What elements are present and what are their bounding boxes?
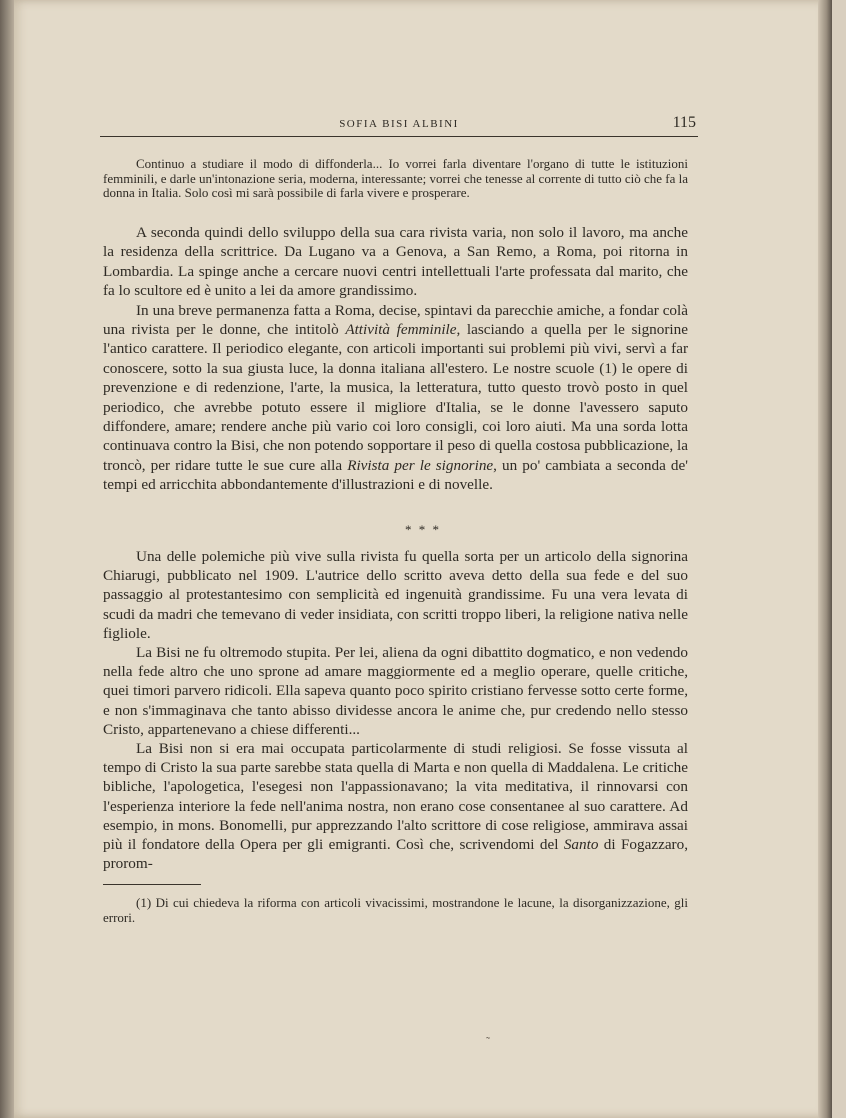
quote-paragraph: Continuo a studiare il modo di diffonderla... Io vorrei farla diventare l'organo di tutte le istituzioni femminili, e darle un'intonazione seria, moderna, interessante; vorrei che tenesse al corrente di tutto ciò che fa la donna in Italia. Solo così mi sarà possibile di farla vivere e prosperare. <box>103 156 688 200</box>
paragraph-1: A seconda quindi dello sviluppo della sua cara rivista varia, non solo il lavoro, ma anche la residenza della scrittrice. Da Lugano va a Genova, a San Remo, a Roma, poi ritorna in Lombardia. La spinge anche a cercare nuovi centri intellettuali l'arte professata dal marito, che fa lo scultore ed è unito a lei da amore grandissimo. <box>103 224 688 300</box>
page-number: 115 <box>672 114 696 131</box>
title-santo: Santo <box>563 836 599 854</box>
title-attivita-femminile: Attività femminile <box>345 321 457 339</box>
footnote-text: (1) Di cui chiedeva la riforma con articoli vivacissimi, mostrandone le lacune, la disorganizzazione, gli errori. <box>103 895 688 925</box>
body-section-1 <box>103 223 688 495</box>
block-quote <box>103 157 688 201</box>
book-spine <box>0 0 14 1118</box>
paragraph-2: In una breve permanenza fatta a Roma, decise, spintavi da parecchie amiche, a fondar colà una rivista per le donne, che intitolò Attività femminile, lasciando a quella per le signorine l'antico carattere. Il periodico elegante, con articoli importanti sui problemi più vivi, servì a far conoscere, sotto la sua giusta luce, la donna italiana all'estero. Le nostre scuole (1) le opere di prevenzione e di redenzione, l'arte, la musica, la letteratura, tutto questo trovò posto in quel periodico, che avrebbe potuto essere il migliore d'Italia, se le donne l'avessero saputo diffondere, amare; rendere anche più vario coi loro consigli, coi loro aiuti. Ma una sorda lotta continuava contro la Bisi, che non potendo sopportare il peso di quella costosa pubblicazione, la troncò, per ridare tutte le sue cure alla Rivista per le signorine, un po' cambiata a seconda de' tempi ed arricchita abbondantemente d'illustrazioni e di novelle. <box>103 301 688 494</box>
footnote <box>103 895 688 925</box>
ink-mark: ˜ <box>486 1034 490 1048</box>
page-edge <box>818 0 832 1118</box>
page-header <box>100 116 698 137</box>
running-head: SOFIA BISI ALBINI <box>339 118 459 130</box>
body-section-2 <box>103 547 688 873</box>
title-rivista-signorine: Rivista per le signorine <box>347 456 494 474</box>
paragraph-3: Una delle polemiche più vive sulla rivista fu quella sorta per un articolo della signorina Chiarugi, pubblicato nel 1909. L'autrice dello scritto aveva detto della sua fede e del suo passaggio al protestantesimo con semplicità ed ingenuità grandissime. Fu una vera levata di scudi da madri che temevano di veder insidiata, con scritti troppo liberi, la religione nativa nelle figliole. <box>103 548 688 642</box>
paragraph-5: La Bisi non si era mai occupata particolarmente di studi religiosi. Se fosse vissuta al tempo di Cristo la sua parte sarebbe stata quella di Marta e non quella di Maddalena. Le critiche bibliche, l'apologetica, l'esegesi non l'appassionavano; la vita meditativa, il rinnovarsi con l'esperienza interiore la fede nell'anima nostra, non erano cose consentanee al suo carattere. Ad esempio, in mons. Bonomelli, pur apprezzando l'alto scrittore di cose religiose, ammirava assai più il fondatore della Opera per gli emigranti. Così che, scrivendomi del Santo di Fogazzaro, prorom- <box>103 740 689 873</box>
paragraph-4: La Bisi ne fu oltremodo stupita. Per lei, aliena da ogni dibattito dogmatico, e non vedendo nella fede altro che uno sprone ad amare maggiormente ed a meglio operare, quelle critiche, quei timori parvero ridicoli. Ella sapeva quanto poco spirito cristiano fervesse sotto certe forme, e non s'immaginava che tanto abisso dividesse ancora le anime che, pur credendo nello stesso Cristo, appartenevano a chiese differenti... <box>103 644 688 738</box>
footnote-rule <box>103 884 201 885</box>
section-separator: * * * <box>405 522 441 537</box>
